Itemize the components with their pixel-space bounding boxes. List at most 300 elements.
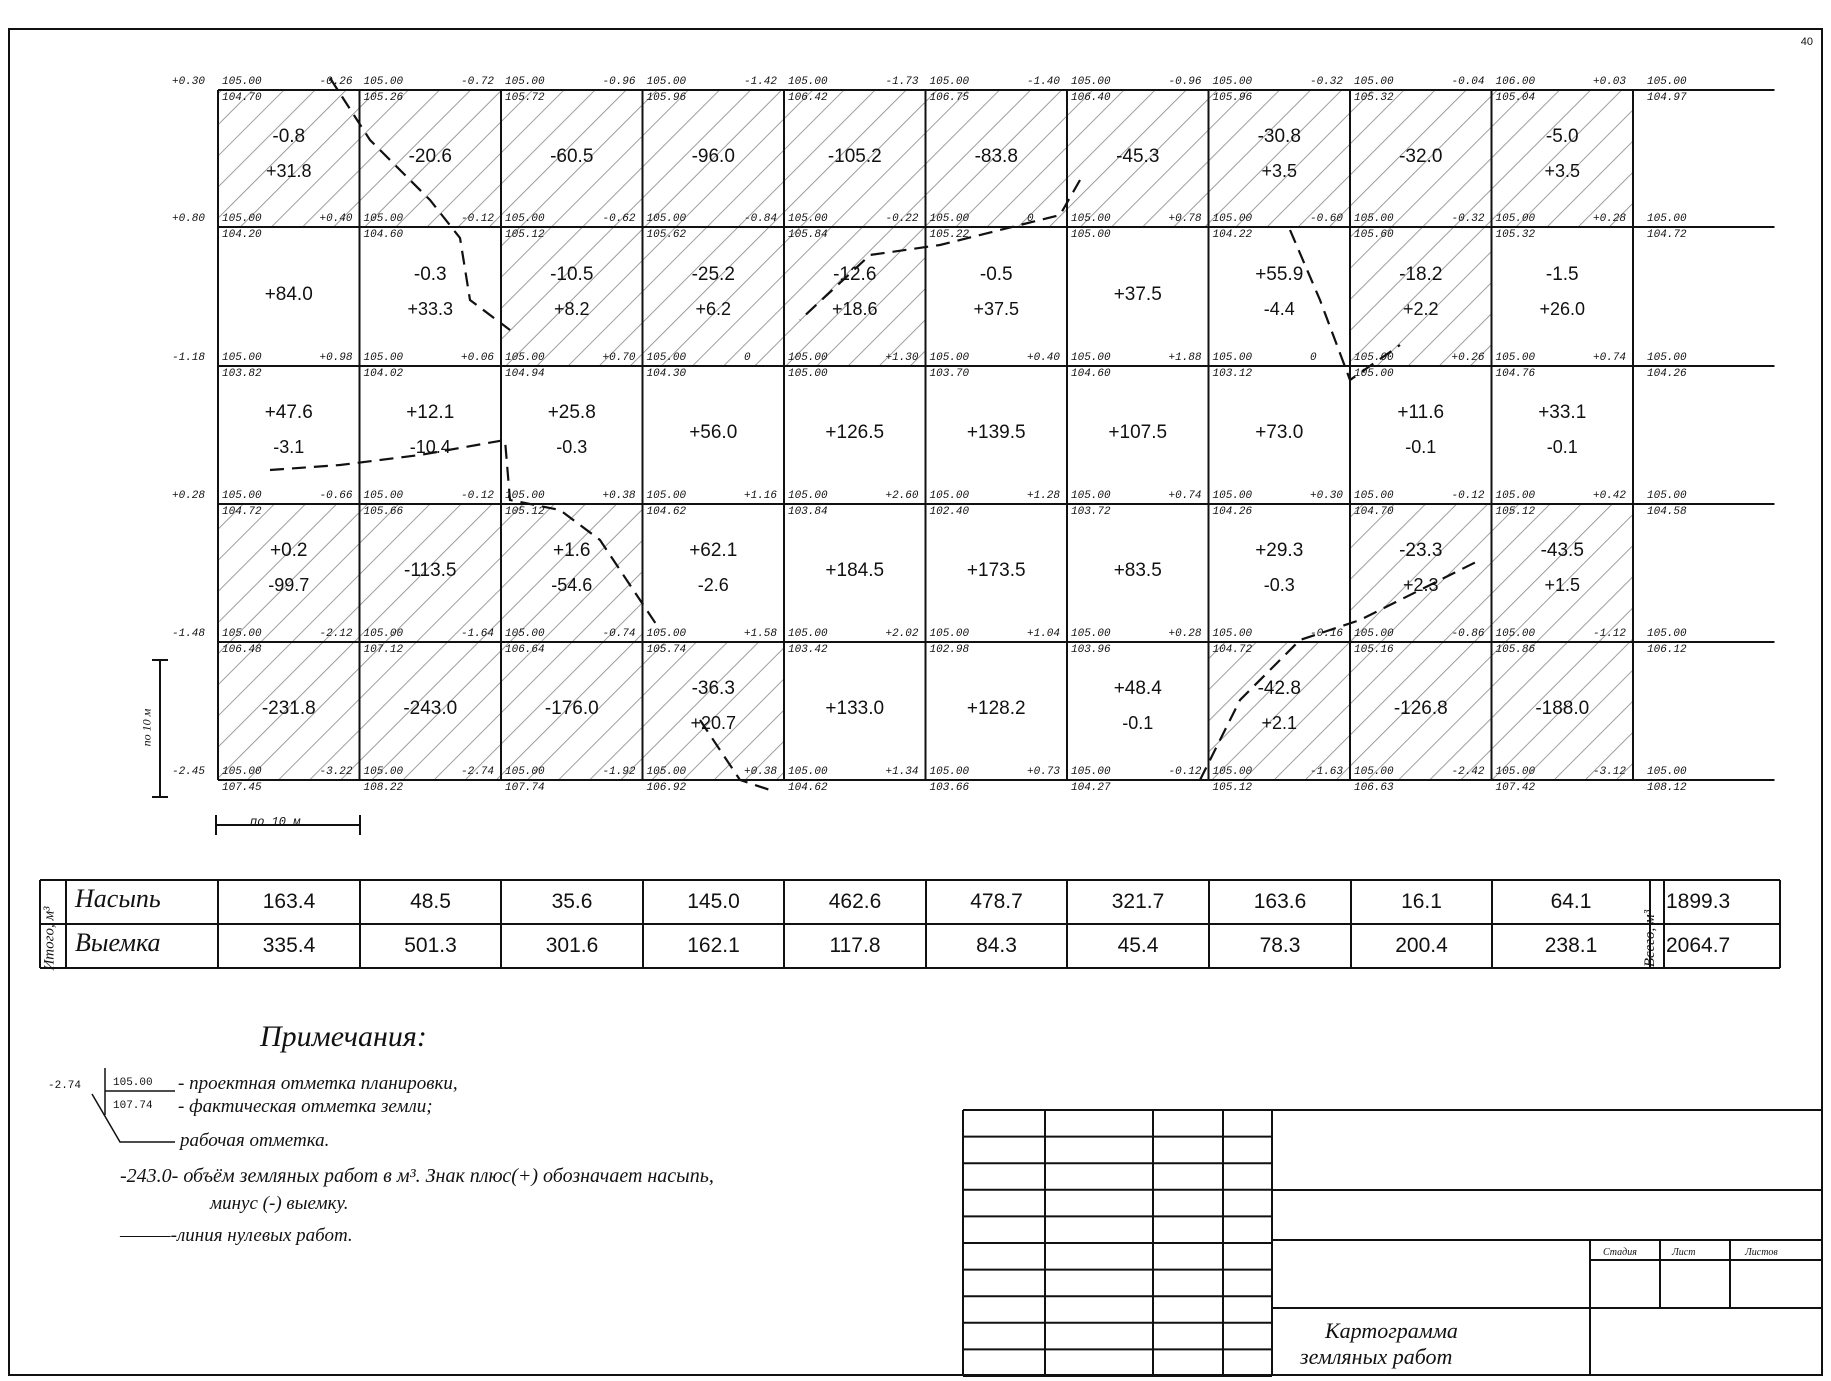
summary-value: 462.6: [828, 890, 882, 913]
node-work-level: +1.28: [1027, 490, 1061, 502]
cell-volume-main: +25.8: [547, 402, 596, 423]
node-design-level: 105.00: [1071, 766, 1111, 778]
node-design-level: 105.00: [1495, 352, 1536, 364]
node-actual-level: 105.22: [929, 229, 970, 241]
node-work-level: -0.84: [744, 213, 778, 225]
cell-volume-sub: -0.1: [1546, 437, 1578, 457]
cut-area-hatch: [1492, 504, 1634, 642]
cell-volume: +184.5: [825, 560, 885, 581]
cell-volume-sub: -54.6: [551, 575, 593, 595]
summary-group-label: Итого, м³: [41, 906, 58, 971]
node-actual-level: 104.02: [363, 368, 404, 380]
cell-volume-sub: -10.4: [409, 437, 451, 457]
node-actual-level: 105.72: [505, 92, 545, 104]
summary-total: 1899.3: [1666, 890, 1731, 913]
cell-volume: -45.3: [1116, 145, 1160, 167]
node-actual-level: 104.22: [1212, 229, 1253, 241]
cut-area-hatch: [784, 227, 926, 366]
node-work-level: +0.74: [1593, 352, 1627, 364]
cell-volume-main: +62.1: [689, 540, 738, 561]
summary-value: 117.8: [829, 934, 881, 957]
row-left-work-level: -2.45: [172, 766, 206, 778]
node-actual-level: 107.74: [505, 782, 545, 794]
cell-volume-main: +0.2: [269, 540, 308, 561]
row-right-design-level: 105.00: [1647, 213, 1687, 225]
summary-total-label: Всего, м³: [1642, 909, 1659, 968]
node-actual-level: 105.96: [646, 92, 687, 104]
cell-volume-sub: +2.2: [1402, 298, 1439, 319]
node-actual-level: 105.00: [1354, 368, 1394, 380]
node-actual-level: 102.40: [929, 506, 970, 518]
summary-row-label: Выемка: [75, 928, 161, 957]
node-work-level: -1.40: [1027, 76, 1061, 88]
node-actual-level: 107.12: [363, 644, 404, 656]
node-work-level: +0.74: [1168, 490, 1202, 502]
row-right-design-level: 105.00: [1647, 76, 1687, 88]
node-design-level: 105.00: [1212, 352, 1253, 364]
cell-volume: +173.5: [966, 560, 1026, 581]
summary-value: 64.1: [1550, 890, 1592, 913]
node-work-level: +0.28: [1168, 628, 1202, 640]
node-work-level: +2.02: [885, 628, 919, 640]
cut-area-hatch: [643, 227, 785, 366]
scale-label-y: по 10 м: [139, 708, 154, 747]
cell-volume-sub: +1.5: [1544, 575, 1581, 595]
summary-value: 478.7: [970, 890, 1023, 913]
node-design-level: 105.00: [505, 628, 545, 640]
node-actual-level: 105.26: [363, 92, 404, 104]
cell-volume-sub: +37.5: [973, 298, 1020, 319]
node-work-level: +1.58: [744, 628, 778, 640]
node-design-level: 105.00: [1071, 352, 1111, 364]
node-actual-level: 104.62: [646, 506, 687, 518]
node-actual-level: 105.12: [1495, 506, 1536, 518]
cell-volume-sub: +8.2: [553, 298, 590, 319]
node-work-level: +0.78: [1168, 213, 1202, 225]
node-design-level: 105.00: [222, 766, 262, 778]
node-design-level: 105.00: [505, 76, 545, 88]
node-work-level: +1.04: [1027, 628, 1061, 640]
note-actual-level: - фактическая отметка земли;: [178, 1096, 433, 1117]
node-actual-level: 104.30: [646, 368, 687, 380]
summary-value: 78.3: [1259, 934, 1301, 957]
node-work-level: -2.12: [319, 628, 353, 640]
summary-value: 48.5: [410, 890, 451, 913]
cell-volume-main: -10.5: [550, 263, 594, 285]
cell-volume-sub: -0.3: [1263, 575, 1295, 595]
node-work-level: +0.42: [1593, 490, 1627, 502]
node-design-level: 105.00: [222, 628, 262, 640]
cut-area-hatch: [218, 90, 360, 227]
node-work-level: -0.12: [461, 213, 495, 225]
node-actual-level: 104.94: [505, 368, 545, 380]
cut-area-hatch: [501, 504, 643, 642]
note-volume-sign: минус (-) выемку.: [210, 1193, 349, 1214]
cell-volume-sub: +6.2: [695, 298, 732, 319]
cell-volume: -32.0: [1399, 145, 1443, 167]
cell-volume-sub: +31.8: [265, 160, 312, 181]
row-right-actual-level: 104.26: [1647, 368, 1687, 380]
node-actual-level: 105.74: [646, 644, 687, 656]
cut-area-hatch: [218, 504, 360, 642]
row-left-work-level: -1.48: [172, 628, 206, 640]
node-work-level: -2.74: [461, 766, 495, 778]
note-work-level: рабочая отметка.: [180, 1130, 330, 1151]
node-design-level: 105.00: [929, 490, 970, 502]
node-actual-level: 105.00: [1071, 229, 1111, 241]
node-work-level: -0.26: [319, 76, 353, 88]
node-work-level: +1.16: [744, 490, 778, 502]
cut-area-hatch: [501, 227, 643, 366]
node-work-level: -0.62: [602, 213, 636, 225]
node-design-level: 105.00: [505, 766, 545, 778]
cell-volume-main: -25.2: [691, 263, 735, 285]
summary-value: 84.3: [976, 934, 1017, 957]
node-design-level: 105.00: [505, 352, 545, 364]
cut-area-hatch: [1492, 90, 1634, 227]
cell-volume: -243.0: [403, 698, 458, 719]
node-actual-level: 103.84: [788, 506, 828, 518]
node-work-level: +1.30: [885, 352, 919, 364]
node-actual-level: 104.27: [1071, 782, 1111, 794]
node-actual-level: 103.66: [929, 782, 970, 794]
node-actual-level: 105.32: [1354, 92, 1394, 104]
node-actual-level: 104.60: [363, 229, 404, 241]
row-right-design-level: 105.00: [1647, 628, 1687, 640]
node-work-level: +0.38: [744, 766, 778, 778]
cell-volume: -96.0: [691, 145, 735, 167]
cell-volume-sub: +3.5: [1261, 160, 1298, 181]
node-actual-level: 107.45: [222, 782, 262, 794]
row-right-actual-level: 106.12: [1647, 644, 1687, 656]
cell-volume-main: -0.8: [272, 125, 306, 147]
node-work-level: -1.63: [1310, 766, 1344, 778]
summary-value: 335.4: [262, 934, 316, 957]
node-design-level: 105.00: [929, 352, 970, 364]
node-actual-level: 103.72: [1071, 506, 1111, 518]
node-design-level: 105.00: [1071, 628, 1111, 640]
node-work-level: +0.73: [1027, 766, 1061, 778]
node-design-level: 105.00: [646, 352, 687, 364]
node-work-level: +0.70: [602, 352, 636, 364]
node-design-level: 105.00: [788, 76, 828, 88]
node-design-level: 105.00: [505, 213, 545, 225]
summary-value: 16.1: [1401, 890, 1442, 913]
legend-design-mark: 105.00: [113, 1077, 153, 1089]
cell-volume: -105.2: [827, 145, 882, 167]
node-design-level: 105.00: [363, 766, 404, 778]
row-left-work-level: -1.18: [172, 352, 206, 364]
cell-volume: -20.6: [408, 145, 452, 167]
node-actual-level: 105.04: [1495, 92, 1536, 104]
node-design-level: 105.00: [1354, 352, 1394, 364]
node-design-level: 105.00: [1354, 76, 1394, 88]
scale-label-x: по 10 м: [250, 815, 301, 829]
node-design-level: 105.00: [505, 490, 545, 502]
node-design-level: 105.00: [222, 352, 262, 364]
node-work-level: -0.66: [319, 490, 353, 502]
summary-value: 163.6: [1253, 890, 1307, 913]
summary-value: 238.1: [1544, 934, 1598, 957]
summary-value: 45.4: [1117, 934, 1159, 957]
node-work-level: +0.40: [1027, 352, 1061, 364]
node-actual-level: 105.62: [646, 229, 687, 241]
cell-volume-sub: -0.3: [556, 437, 588, 457]
node-design-level: 105.00: [363, 628, 404, 640]
cell-volume-sub: +2.3: [1402, 575, 1439, 595]
node-work-level: +0.30: [1310, 490, 1344, 502]
stamp-title-line2: земляных работ: [1300, 1344, 1453, 1369]
node-actual-level: 106.48: [222, 644, 262, 656]
node-design-level: 105.00: [929, 628, 970, 640]
cell-volume-main: +29.3: [1255, 540, 1304, 561]
node-work-level: -0.32: [1451, 213, 1485, 225]
node-actual-level: 104.60: [1071, 368, 1111, 380]
cell-volume-main: +55.9: [1255, 263, 1304, 285]
node-design-level: 105.00: [788, 213, 828, 225]
node-design-level: 105.00: [646, 490, 687, 502]
node-actual-level: 104.26: [1212, 506, 1253, 518]
node-actual-level: 103.42: [788, 644, 828, 656]
cell-volume-sub: +33.3: [407, 298, 454, 319]
node-work-level: -0.04: [1451, 76, 1485, 88]
note-zero-line: ———-линия нулевых работ.: [120, 1225, 353, 1246]
node-design-level: 105.00: [1495, 766, 1536, 778]
node-work-level: -1.42: [744, 76, 778, 88]
node-actual-level: 106.63: [1354, 782, 1394, 794]
node-work-level: -0.96: [602, 76, 636, 88]
node-design-level: 105.00: [1354, 628, 1394, 640]
row-right-design-level: 105.00: [1647, 490, 1687, 502]
cut-area-hatch: [1350, 227, 1492, 366]
node-actual-level: 105.84: [788, 229, 828, 241]
node-work-level: -0.72: [461, 76, 495, 88]
cell-volume-sub: +2.1: [1261, 713, 1298, 733]
cut-area-hatch: [1209, 642, 1351, 780]
node-design-level: 105.00: [1354, 490, 1394, 502]
cell-volume: +56.0: [689, 422, 738, 443]
cut-area-hatch: [643, 642, 785, 780]
cell-volume-main: +12.1: [406, 402, 455, 423]
row-right-design-level: 105.00: [1647, 766, 1687, 778]
node-actual-level: 105.96: [1212, 92, 1253, 104]
cell-volume: +83.5: [1113, 560, 1162, 581]
cell-volume-main: +1.6: [552, 540, 591, 561]
cell-volume-main: -18.2: [1399, 263, 1443, 285]
node-work-level: -3.12: [1593, 766, 1627, 778]
node-design-level: 105.00: [1071, 213, 1111, 225]
node-work-level: 0: [1310, 352, 1317, 364]
cell-volume-sub: -0.1: [1122, 713, 1154, 733]
summary-value: 321.7: [1111, 890, 1165, 913]
cell-volume: -83.8: [974, 145, 1018, 167]
summary-value: 163.4: [262, 890, 316, 913]
cell-volume: +126.5: [825, 422, 885, 443]
node-work-level: -0.16: [1310, 628, 1344, 640]
node-work-level: -1.73: [885, 76, 919, 88]
node-work-level: -0.86: [1451, 628, 1485, 640]
note-design-level: - проектная отметка планировки,: [178, 1073, 458, 1094]
node-design-level: 105.00: [788, 490, 828, 502]
node-actual-level: 106.42: [788, 92, 828, 104]
row-left-work-level: +0.28: [172, 490, 206, 502]
node-design-level: 105.00: [1212, 766, 1253, 778]
node-work-level: -1.64: [461, 628, 495, 640]
node-design-level: 105.00: [222, 213, 262, 225]
summary-value: 162.1: [687, 934, 740, 957]
node-design-level: 105.00: [1354, 213, 1394, 225]
node-actual-level: 105.12: [505, 229, 545, 241]
node-work-level: -0.74: [602, 628, 636, 640]
summary-row-label: Насыпь: [75, 884, 161, 913]
node-work-level: +0.98: [319, 352, 353, 364]
node-work-level: -0.12: [461, 490, 495, 502]
cell-volume: +84.0: [264, 283, 313, 305]
node-actual-level: 105.12: [505, 506, 545, 518]
node-actual-level: 105.00: [788, 368, 828, 380]
cell-volume-main: -1.5: [1545, 263, 1579, 285]
node-actual-level: 102.98: [929, 644, 970, 656]
node-design-level: 105.00: [363, 490, 404, 502]
node-design-level: 105.00: [1071, 76, 1111, 88]
cell-volume-sub: +26.0: [1539, 298, 1586, 319]
node-actual-level: 105.60: [1354, 229, 1394, 241]
cut-area-hatch: [1350, 504, 1492, 642]
node-design-level: 105.00: [1071, 490, 1111, 502]
node-work-level: +0.38: [602, 490, 636, 502]
cell-volume-main: +33.1: [1538, 402, 1587, 423]
sheet-number: 40: [1800, 36, 1813, 48]
cell-volume-main: -0.5: [979, 263, 1013, 285]
node-work-level: -1.12: [1593, 628, 1627, 640]
stamp-title-line1: Картограмма: [1325, 1318, 1458, 1343]
row-left-work-level: +0.80: [172, 213, 206, 225]
cell-volume-main: -0.3: [413, 263, 447, 285]
node-work-level: +2.60: [885, 490, 919, 502]
cell-volume: +133.0: [825, 698, 885, 719]
node-design-level: 105.00: [1354, 766, 1394, 778]
row-right-actual-level: 104.97: [1647, 92, 1687, 104]
node-work-level: -0.32: [1310, 76, 1344, 88]
node-actual-level: 105.66: [363, 506, 404, 518]
node-actual-level: 104.70: [1354, 506, 1394, 518]
cell-volume: +139.5: [966, 422, 1026, 443]
cell-volume-sub: -3.1: [273, 437, 305, 457]
node-actual-level: 103.12: [1212, 368, 1253, 380]
cell-volume-main: -30.8: [1257, 125, 1301, 147]
cell-volume-main: +47.6: [264, 402, 313, 423]
cell-volume-sub: -4.4: [1263, 298, 1295, 319]
node-work-level: +0.40: [319, 213, 353, 225]
row-left-work-level: +0.30: [172, 76, 206, 88]
legend-actual-mark: 107.74: [113, 1100, 153, 1112]
node-work-level: -0.96: [1168, 76, 1202, 88]
node-design-level: 105.00: [788, 766, 828, 778]
node-work-level: +0.03: [1593, 76, 1627, 88]
row-right-actual-level: 108.12: [1647, 782, 1687, 794]
node-actual-level: 105.16: [1354, 644, 1394, 656]
node-actual-level: 105.12: [1212, 782, 1253, 794]
node-actual-level: 104.72: [1212, 644, 1253, 656]
node-design-level: 105.00: [646, 213, 687, 225]
summary-value: 301.6: [545, 934, 599, 957]
node-actual-level: 104.62: [788, 782, 828, 794]
node-design-level: 105.00: [646, 766, 687, 778]
cell-volume-main: -12.6: [833, 263, 877, 285]
node-work-level: -2.42: [1451, 766, 1485, 778]
node-actual-level: 106.75: [929, 92, 970, 104]
node-design-level: 105.00: [788, 628, 828, 640]
cut-area-hatch: [1209, 90, 1351, 227]
node-work-level: 0: [1027, 213, 1034, 225]
node-design-level: 106.00: [1495, 76, 1536, 88]
cell-volume-main: -36.3: [691, 678, 735, 699]
cell-volume: -176.0: [544, 698, 599, 719]
cell-volume: -113.5: [404, 560, 457, 581]
node-actual-level: 106.64: [505, 644, 545, 656]
node-actual-level: 106.40: [1071, 92, 1111, 104]
node-work-level: +1.88: [1168, 352, 1202, 364]
node-design-level: 105.00: [1212, 76, 1253, 88]
node-actual-level: 104.76: [1495, 368, 1536, 380]
node-design-level: 105.00: [363, 213, 404, 225]
summary-value: 200.4: [1395, 934, 1448, 957]
summary-total: 2064.7: [1666, 934, 1731, 957]
cell-volume-main: -43.5: [1540, 540, 1584, 561]
node-design-level: 105.00: [1495, 628, 1536, 640]
node-work-level: +0.28: [1593, 213, 1627, 225]
cell-volume-sub: -2.6: [697, 575, 729, 595]
cell-volume: +107.5: [1108, 422, 1168, 443]
cell-volume-sub: +20.7: [690, 713, 737, 733]
node-actual-level: 103.70: [929, 368, 970, 380]
node-actual-level: 105.32: [1495, 229, 1536, 241]
summary-value: 35.6: [551, 890, 593, 913]
cell-volume: -188.0: [1535, 698, 1590, 719]
cell-volume: -126.8: [1393, 698, 1448, 719]
node-actual-level: 106.92: [646, 782, 687, 794]
cell-volume-main: +48.4: [1113, 678, 1162, 699]
node-work-level: -0.60: [1310, 213, 1344, 225]
cell-volume: +73.0: [1255, 422, 1304, 443]
node-work-level: -1.92: [602, 766, 636, 778]
node-work-level: +1.34: [885, 766, 919, 778]
node-design-level: 105.00: [646, 628, 687, 640]
node-work-level: +0.06: [461, 352, 495, 364]
cell-volume-main: -5.0: [1545, 125, 1579, 147]
node-work-level: -0.12: [1168, 766, 1202, 778]
node-actual-level: 104.20: [222, 229, 262, 241]
note-volume: -243.0- объём земляных работ в м³. Знак плюс(+) обозначает насыпь,: [120, 1165, 714, 1187]
node-design-level: 105.00: [1212, 213, 1253, 225]
node-actual-level: 103.96: [1071, 644, 1111, 656]
node-design-level: 105.00: [1495, 490, 1536, 502]
cell-volume: -60.5: [550, 145, 594, 167]
cell-volume: +128.2: [966, 698, 1026, 719]
node-design-level: 105.00: [363, 352, 404, 364]
node-actual-level: 103.82: [222, 368, 262, 380]
node-actual-level: 105.86: [1495, 644, 1536, 656]
cell-volume-sub: +3.5: [1544, 160, 1581, 181]
cell-volume: -231.8: [261, 698, 316, 719]
node-work-level: -0.22: [885, 213, 919, 225]
node-design-level: 105.00: [1495, 213, 1536, 225]
cell-volume-sub: -99.7: [268, 575, 310, 595]
node-actual-level: 108.22: [363, 782, 404, 794]
node-design-level: 105.00: [1212, 628, 1253, 640]
stamp-sheet-header: Лист: [1672, 1247, 1696, 1258]
node-design-level: 105.00: [929, 766, 970, 778]
